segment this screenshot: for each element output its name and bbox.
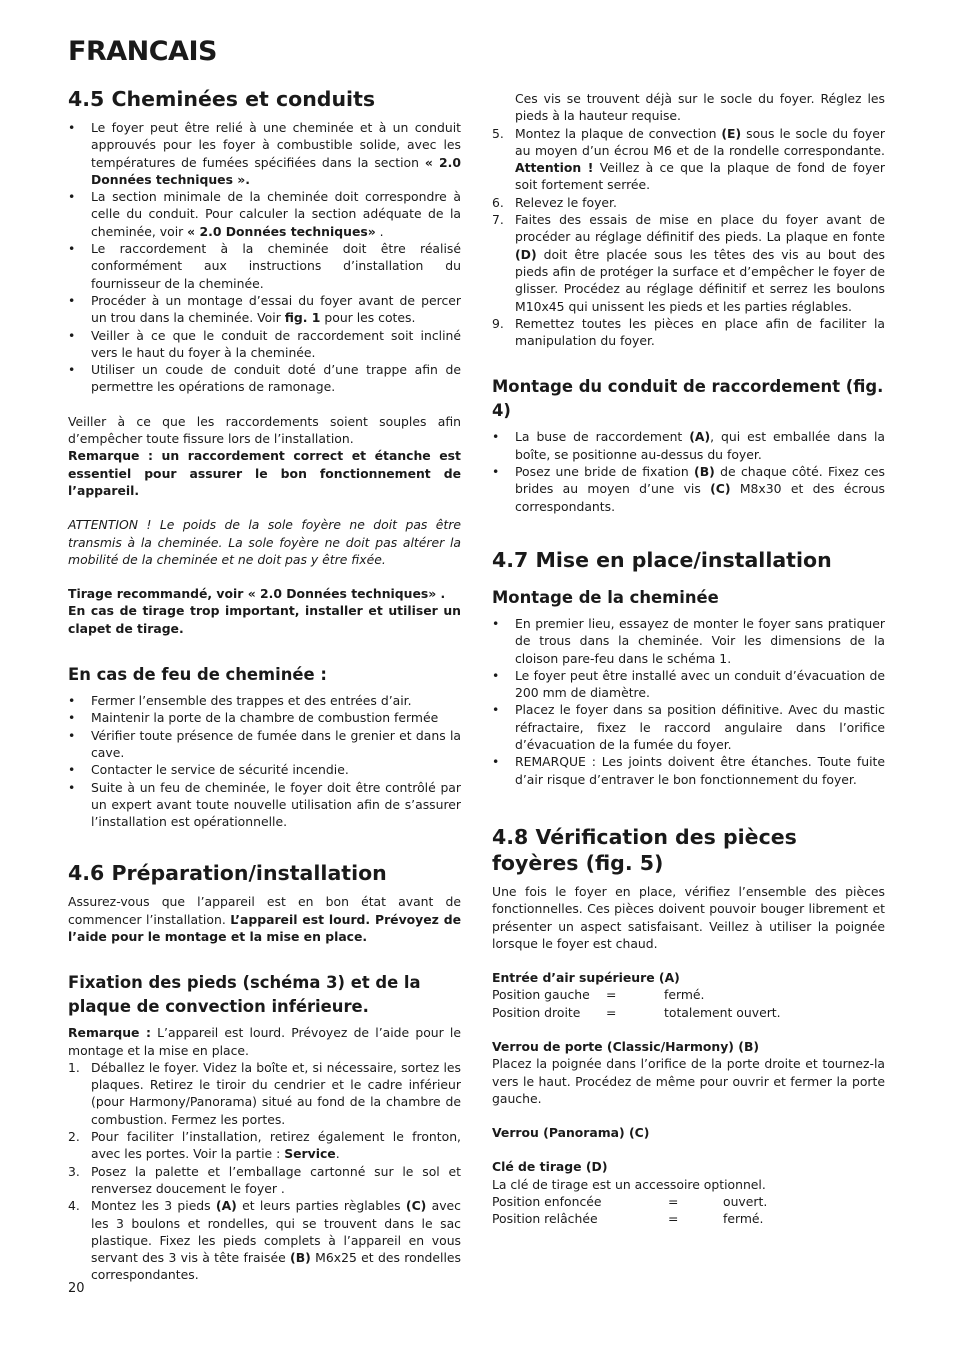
page-number: 20 — [68, 1281, 85, 1296]
step-4-continuation: Ces vis se trouvent déjà sur le socle du foyer. Réglez les pieds à la hauteur requise. — [515, 91, 885, 124]
list-item: • Utiliser un coude de conduit doté d’une trappe afin de permettre les opérations de ramonage. — [68, 361, 461, 396]
draft-key-row: Position enfoncée = ouvert. — [492, 1194, 768, 1210]
list-item: • Le foyer peut être relié à une cheminée et à un conduit approuvés pour les foyer à combustible solide, avec les températures de fumées spécifiées dans la section « 2.0 Données techniques ». — [68, 119, 461, 188]
list-item: • Veiller à ce que le conduit de raccordement soit incliné vers le haut du foyer à la cheminée. — [68, 327, 461, 362]
list-item: • Contacter le service de sécurité incendie. — [68, 761, 461, 778]
panorama-lock-title: Verrou (Panorama) (C) — [492, 1125, 650, 1141]
list-item: • REMARQUE : Les joints doivent être étanches. Toute fuite d’air risque d’entraver le bon fonctionnement du foyer. — [492, 753, 885, 788]
check-intro: Une fois le foyer en place, vérifiez l’ensemble des pièces fonctionnelles. Ces pièces doivent pouvoir bouger librement et présenter un aspect satisfaisant. Veillez à utiliser la poignée lorsque le foyer est chaud. — [492, 883, 885, 951]
installation-steps-continued — [492, 125, 885, 350]
feet-remark: Remarque : L’appareil est lourd. Prévoyez de l’aide pour le montage et la mise en place. — [68, 1025, 461, 1058]
section-4-7-title: 4.7 Mise en place/installation — [492, 547, 832, 572]
draft-key-row: Position relâchée = fermé. — [492, 1211, 764, 1227]
air-inlet-row: Position droite = totalement ouvert. — [492, 1004, 781, 1020]
installation-steps — [68, 1059, 461, 1284]
left-column — [68, 86, 461, 1284]
step-item: 1. Déballez le foyer. Videz la boîte et, si nécessaire, sortez les plaques. Retirez le tiroir du cendrier et le cadre inférieur (pour Harmony/Panorama) situé au fond de la chambre de combustion. Fermez les portes. — [68, 1059, 461, 1127]
connection-note: Veiller à ce que les raccordements soient souples afin d’empêcher toute fissure lors de l’installation. — [68, 413, 461, 447]
chimney-requirements-list — [68, 119, 461, 396]
list-item: • La buse de raccordement (A), qui est emballée dans la boîte, se positionne au-dessus du foyer. — [492, 428, 885, 463]
list-item: • La section minimale de la cheminée doit correspondre à celle du conduit. Pour calculer la section adéquate de la cheminée, voir « 2.0 Données techniques» . — [68, 188, 461, 240]
list-item: • Fermer l’ensemble des trappes et des entrées d’air. — [68, 692, 461, 709]
connection-pipe-title: Montage du conduit de raccordement (fig. 4) — [492, 377, 884, 421]
preparation-intro: Assurez-vous que l’appareil est en bon état avant de commencer l’installation. L’appareil est lourd. Prévoyez de l’aide pour le montage et la mise en place. — [68, 894, 461, 944]
list-item: • Suite à un feu de cheminée, le foyer doit être contrôlé par un expert avant toute nouvelle utilisation afin de s’assurer l’installation est opérationnelle. — [68, 779, 461, 831]
draft-key-title: Clé de tirage (D) — [492, 1159, 608, 1175]
step-item: 3. Posez la palette et l’emballage cartonné sur le sol et renversez doucement le foyer . — [68, 1163, 461, 1196]
list-item: • Maintenir la porte de la chambre de combustion fermée — [68, 709, 461, 726]
chimney-mounting-title: Montage de la cheminée — [492, 587, 719, 607]
door-lock-text: Placez la poignée dans l’orifice de la porte droite et tournez-la vers le haut. Procédez de même pour ouvrir et fermer la porte gauche. — [492, 1056, 885, 1106]
section-4-8-title: 4.8 Vérification des pièces foyères (fig. 5) — [492, 824, 797, 875]
draft-key-text: La clé de tirage est un accessoire optionnel. — [492, 1176, 766, 1192]
list-item: • Placez le foyer dans sa position définitive. Avec du mastic réfractaire, fixez le raccord angulaire dans l’orifice d’évacuation de la fumée du foyer. — [492, 701, 885, 753]
remark-note: Remarque : un raccordement correct et étanche est essentiel pour assurer le bon fonctionnement de l’appareil. — [68, 448, 461, 498]
connection-pipe-list — [492, 428, 885, 514]
page-header: FRANCAIS — [68, 36, 217, 67]
step-item: 2. Pour faciliter l’installation, retirez également le fronton, avec les portes. Voir la partie : Service. — [68, 1129, 461, 1162]
step-item: 7. Faites des essais de mise en place du foyer avant de procéder au réglage définitif des pieds. La plaque en fonte (D) doit être placée sous les têtes des vis au bout des pieds afin de protéger la surface et d’empêcher le foyer de glisser. Procédez au réglage définitif et serrez les boulons M10x45 qui unissent les pieds et les parties réglables. — [492, 212, 885, 314]
step-item: 9. Remettez toutes les pièces en place afin de faciliter la manipulation du foyer. — [492, 315, 885, 349]
step-item: 6. Relevez le foyer. — [492, 194, 617, 210]
attention-note: ATTENTION ! Le poids de la sole foyère ne doit pas être transmis à la cheminée. La sole foyère ne doit pas altérer la mobilité de la cheminée et ne doit pas y être fixée. — [68, 517, 461, 567]
air-inlet-row: Position gauche = fermé. — [492, 987, 705, 1003]
draft-note: Tirage recommandé, voir « 2.0 Données techniques» . — [68, 586, 446, 602]
list-item: • Vérifier toute présence de fumée dans le grenier et dans la cave. — [68, 727, 461, 762]
feet-mounting-title: Fixation des pieds (schéma 3) et de la plaque de convection inférieure. — [68, 973, 421, 1017]
draft-damper-note: En cas de tirage trop important, installer et utiliser un clapet de tirage. — [68, 603, 461, 636]
door-lock-title: Verrou de porte (Classic/Harmony) (B) — [492, 1038, 760, 1054]
section-4-5-title: 4.5 Cheminées et conduits — [68, 87, 376, 111]
step-item: 5. Montez la plaque de convection (E) sous le socle du foyer au moyen d’un écrou M6 et de la rondelle correspondante. Attention ! Veillez à ce que la plaque de fond de foyer soit fortement serrée. — [492, 125, 885, 193]
list-item: • Posez une bride de fixation (B) de chaque côté. Fixez ces brides au moyen d’une vis (C) M8x30 et des écrous correspondants. — [492, 463, 885, 515]
chimney-fire-list — [68, 692, 461, 830]
air-inlet-title: Entrée d’air supérieure (A) — [492, 970, 680, 986]
list-item: • Le raccordement à la cheminée doit être réalisé conformément aux instructions d’installation du fournisseur de la cheminée. — [68, 240, 461, 292]
list-item: • Le foyer peut être installé avec un conduit d’évacuation de 200 mm de diamètre. — [492, 667, 885, 702]
chimney-mounting-list — [492, 615, 885, 788]
section-4-6-title: 4.6 Préparation/installation — [68, 861, 387, 886]
chimney-fire-title: En cas de feu de cheminée : — [68, 665, 327, 685]
right-column — [492, 90, 885, 1228]
list-item: • En premier lieu, essayez de monter le foyer sans pratiquer de trous dans la cheminée. Voir les dimensions de la cloison pare-feu dans le schéma 1. — [492, 615, 885, 667]
step-item: 4. Montez les 3 pieds (A) et leurs parties règlables (C) avec les 3 boulons et rondelles, qui se trouvent dans le sac plastique. Fixez les pieds complets à l’appareil en vous servant des 3 vis à tête fraisée (B) M6x25 et des rondelles correspondantes. — [68, 1198, 461, 1283]
list-item: • Procéder à un montage d’essai du foyer avant de percer un trou dans la cheminée. Voir fig. 1 pour les cotes. — [68, 292, 461, 327]
